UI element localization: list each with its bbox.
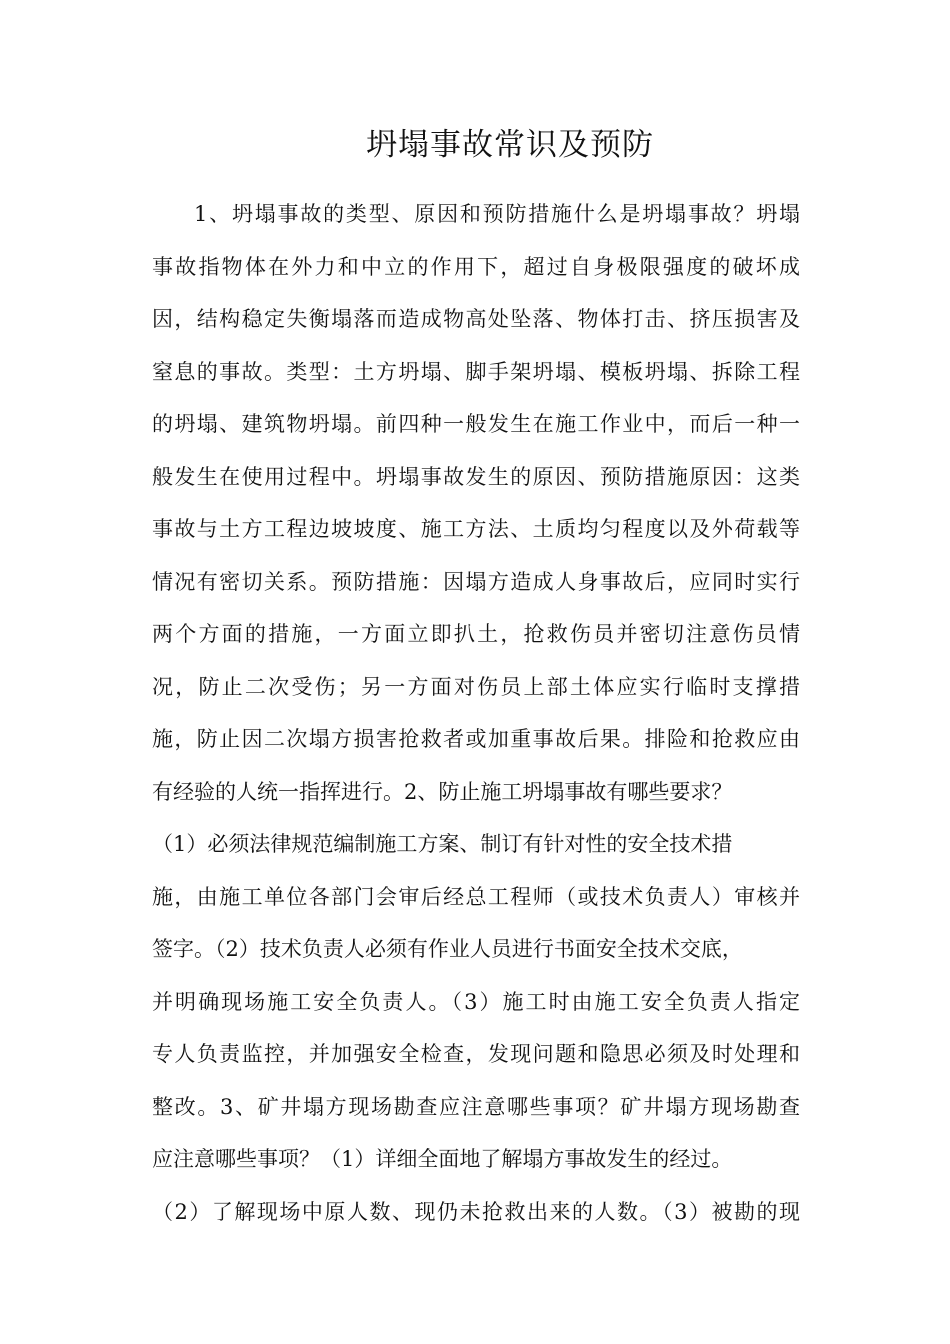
body-line: 专人负责监控，并加强安全检查，发现问题和隐思必须及时处理和 <box>152 1042 800 1066</box>
body-line: 应注意哪些事项？（1）详细全面地了解塌方事故发生的经过。 <box>152 1147 733 1171</box>
body-line: 并明确现场施工安全负责人。（3）施工时由施工安全负责人指定 <box>152 989 800 1014</box>
body-line: 签字。（2）技术负责人必须有作业人员进行书面安全技术交底， <box>152 937 743 961</box>
body-line: 事故与土方工程边坡坡度、施工方法、土质均匀程度以及外荷载等 <box>152 517 800 541</box>
body-line: 的坍塌、建筑物坍塌。前四种一般发生在施工作业中，而后一种一 <box>152 412 800 436</box>
body-line: 事故指物体在外力和中立的作用下，超过自身极限强度的破坏成 <box>152 254 800 279</box>
body-line: 窒息的事故。类型：土方坍塌、脚手架坍塌、模板坍塌、拆除工程 <box>152 359 800 384</box>
body-line: 情况有密切关系。预防措施：因塌方造成人身事故后，应同时实行 <box>152 569 800 594</box>
document-title: 坍塌事故常识及预防 <box>366 127 654 163</box>
body-line: 整改。3、矿井塌方现场勘查应注意哪些事项？矿井塌方现场勘查 <box>152 1094 800 1119</box>
body-line: （1）必须法律规范编制施工方案、制订有针对性的安全技术措 <box>152 832 733 856</box>
document-body <box>152 188 800 1238</box>
body-line: 两个方面的措施，一方面立即扒土，抢救伤员并密切注意伤员情 <box>152 622 800 646</box>
body-line: 况，防止二次受伤；另一方面对伤员上部土体应实行临时支撑措 <box>152 674 800 699</box>
body-line: 施，由施工单位各部门会审后经总工程师（或技术负责人）审核并 <box>152 884 800 909</box>
body-line: 1、坍塌事故的类型、原因和预防措施什么是坍塌事故？坍塌 <box>194 202 800 226</box>
body-line: 因，结构稳定失衡塌落而造成物高处坠落、物体打击、挤压损害及 <box>152 307 800 331</box>
body-line: 般发生在使用过程中。坍塌事故发生的原因、预防措施原因：这类 <box>152 464 800 489</box>
body-line: 施，防止因二次塌方损害抢救者或加重事故后果。排险和抢救应由 <box>152 727 800 751</box>
body-line: 有经验的人统一指挥进行。2、防止施工坍塌事故有哪些要求？ <box>152 779 733 804</box>
body-line: （2）了解现场中原人数、现仍未抢救出来的人数。（3）被勘的现 <box>152 1199 800 1224</box>
